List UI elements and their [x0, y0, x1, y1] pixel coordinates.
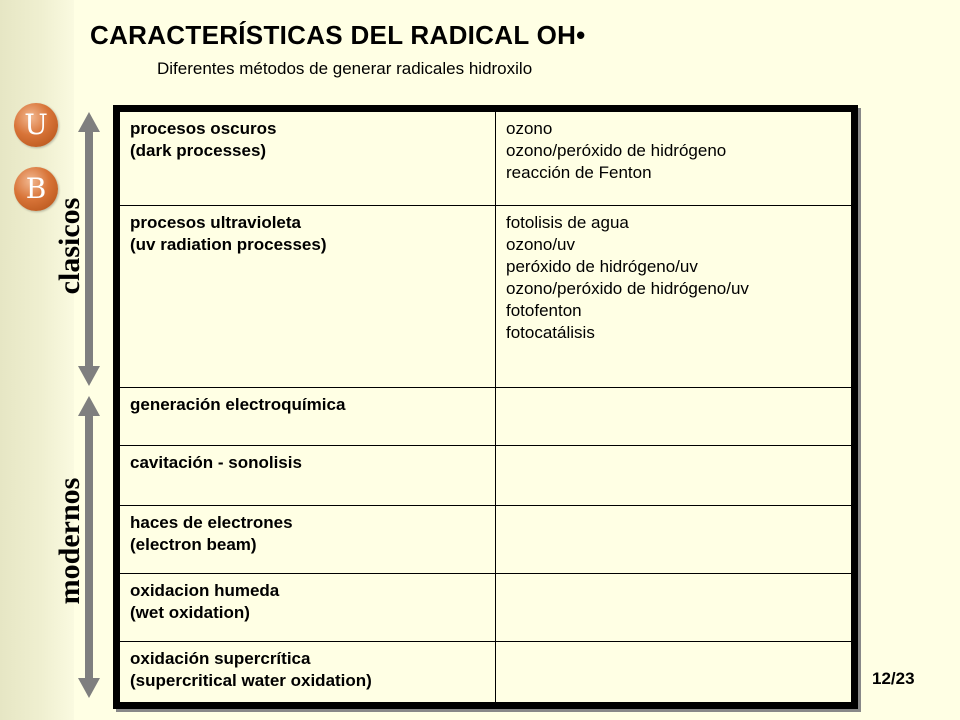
technique-cell: ozono ozono/peróxido de hidrógeno reacción de Fenton	[496, 112, 852, 206]
table-row	[120, 206, 852, 388]
classic-methods-label: clasicos	[53, 197, 86, 295]
logo-u-icon: U	[14, 103, 58, 147]
technique-cell	[496, 388, 852, 446]
page-number: 12/23	[872, 669, 915, 688]
method-cell: cavitación - sonolisis	[120, 446, 496, 506]
slide-subtitle: Diferentes métodos de generar radicales hidroxilo	[157, 59, 533, 78]
technique-cell: fotolisis de agua ozono/uv peróxido de hidrógeno/uv ozono/peróxido de hidrógeno/uv fotofenton fotocatálisis	[496, 206, 852, 388]
table-row	[120, 574, 852, 642]
technique-cell	[496, 506, 852, 574]
table-row	[120, 642, 852, 703]
modern-methods-label: modernos	[53, 477, 86, 605]
methods-table	[113, 105, 858, 709]
method-cell: procesos ultravioleta (uv radiation processes)	[120, 206, 496, 388]
table-row	[120, 506, 852, 574]
method-cell: haces de electrones (electron beam)	[120, 506, 496, 574]
method-cell: oxidación supercrítica (supercritical water oxidation)	[120, 642, 496, 703]
technique-cell	[496, 642, 852, 703]
method-cell: generación electroquímica	[120, 388, 496, 446]
slide-title: CARACTERÍSTICAS DEL RADICAL OH•	[90, 20, 586, 50]
table-row	[120, 388, 852, 446]
table-row	[120, 446, 852, 506]
method-cell: oxidacion humeda (wet oxidation)	[120, 574, 496, 642]
table-row	[120, 112, 852, 206]
logo-b-icon: B	[14, 167, 58, 211]
technique-cell	[496, 574, 852, 642]
technique-cell	[496, 446, 852, 506]
method-cell: procesos oscuros (dark processes)	[120, 112, 496, 206]
